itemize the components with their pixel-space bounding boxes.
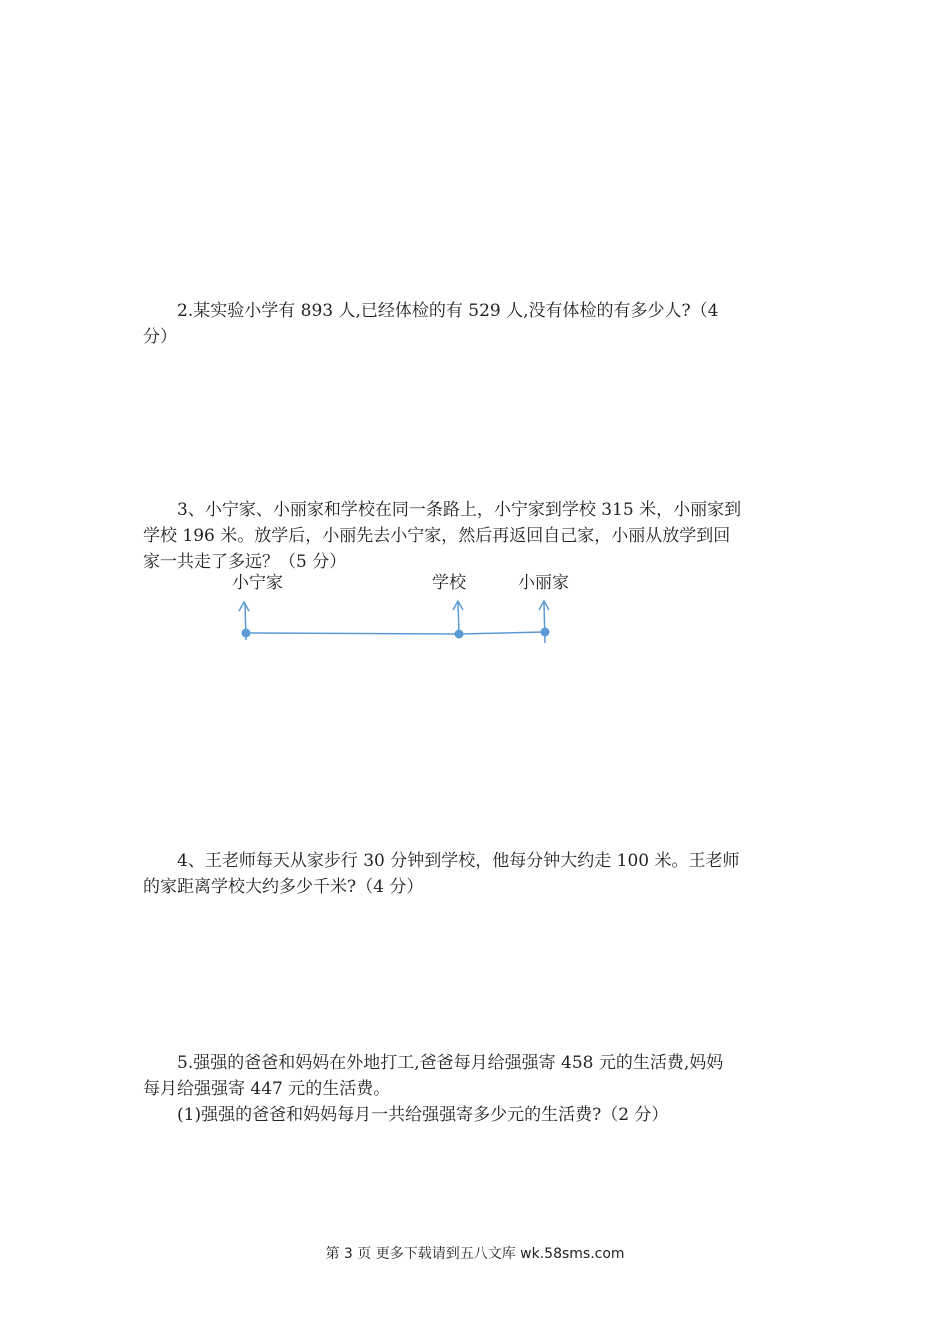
route-diagram — [200, 568, 620, 658]
question-4-line1: 4、王老师每天从家步行 30 分钟到学校，他每分钟大约走 100 米。王老师 — [177, 851, 740, 871]
question-2-line1: 2.某实验小学有 893 人,已经体检的有 529 人,没有体检的有多少人?（4 — [177, 301, 719, 321]
question-5-line2: 每月给强强寄 447 元的生活费。 — [143, 1079, 391, 1099]
label-xiaoning-home: 小宁家 — [232, 573, 283, 593]
xiaoning-point — [242, 629, 251, 638]
xiaoli-pointer-line — [544, 603, 545, 643]
label-xiaoli-home: 小丽家 — [518, 573, 569, 593]
route-line-segment-2 — [459, 632, 545, 634]
xiaoning-arrow-icon — [239, 602, 249, 611]
page-footer — [0, 1245, 950, 1263]
footer-link[interactable]: wk.58sms.com — [520, 1246, 625, 1262]
question-5-sub1: (1)强强的爸爸和妈妈每月一共给强强寄多少元的生活费?（2 分） — [177, 1105, 669, 1125]
school-point — [455, 630, 464, 639]
school-pointer-line — [458, 603, 459, 634]
question-4-line2: 的家距离学校大约多少千米?（4 分） — [143, 877, 424, 897]
route-line-segment-1 — [246, 633, 459, 634]
footer-page-number: 第 3 页 — [325, 1246, 372, 1262]
route-line-svg — [200, 568, 620, 658]
question-3-line1: 3、小宁家、小丽家和学校在同一条路上，小宁家到学校 315 米，小丽家到 — [177, 500, 742, 520]
question-3-line2: 学校 196 米。放学后，小丽先去小宁家，然后再返回自己家，小丽从放学到回 — [143, 526, 731, 546]
label-school: 学校 — [432, 573, 466, 593]
footer-text: 更多下载请到五八文库 — [371, 1246, 521, 1262]
question-2-line2: 分） — [143, 327, 177, 347]
question-3-line3: 家一共走了多远？（5 分） — [143, 552, 347, 572]
xiaoli-point — [541, 628, 550, 637]
question-5-line1: 5.强强的爸爸和妈妈在外地打工,爸爸每月给强强寄 458 元的生活费,妈妈 — [177, 1053, 724, 1073]
